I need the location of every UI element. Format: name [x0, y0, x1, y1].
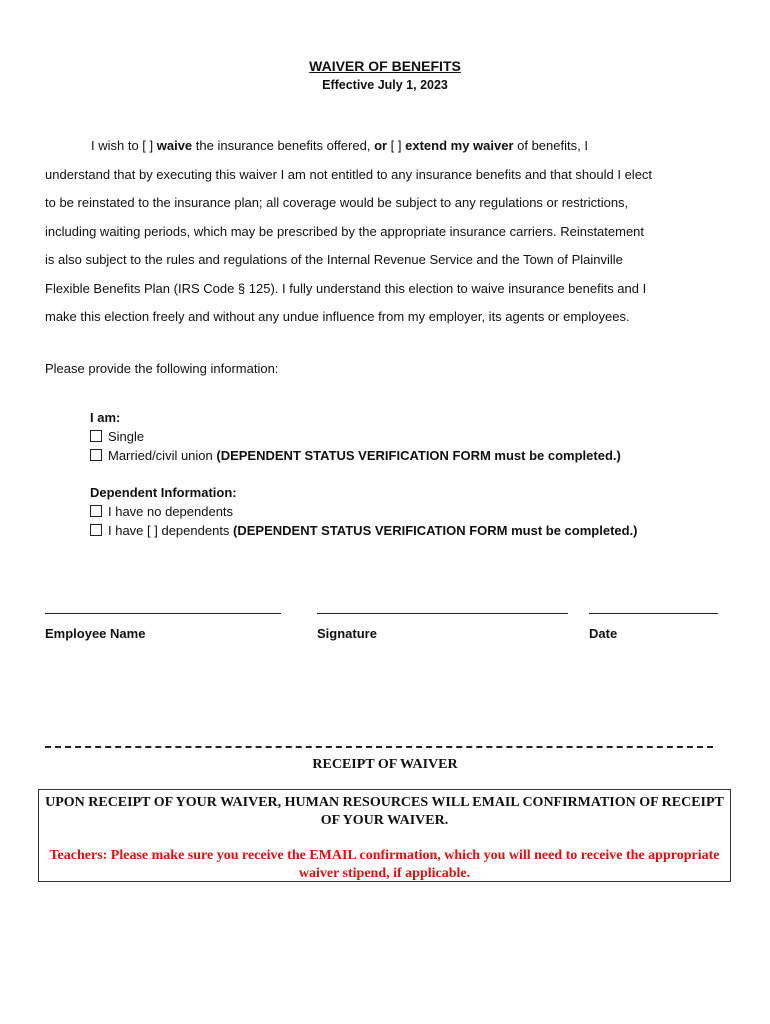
paragraph-text: of benefits, I: [513, 138, 588, 153]
verification-note: (DEPENDENT STATUS VERIFICATION FORM must be completed.): [233, 523, 638, 538]
option-label: I have [ ] dependents: [108, 523, 234, 538]
checkbox-icon[interactable]: [90, 524, 102, 536]
option-no-dependents[interactable]: [90, 502, 638, 521]
extend-bracket-text: [ ]: [387, 138, 406, 153]
teachers-notice: Teachers: Please make sure you receive the EMAIL confirmation, which you will need to receive the appropriate waiver stipend, if applicable.: [49, 848, 720, 881]
receipt-box: [38, 789, 731, 882]
paragraph-first-line: [45, 132, 735, 161]
option-label: Single: [108, 429, 145, 444]
cut-line: [45, 746, 713, 748]
verification-note: (DEPENDENT STATUS VERIFICATION FORM must be completed.): [216, 448, 621, 463]
paragraph-line: to be reinstated to the insurance plan; all coverage would be subject to any regulations or restrictions,: [45, 195, 629, 210]
paragraph-line: understand that by executing this waiver I am not entitled to any insurance benefits and that should I elect: [45, 166, 653, 182]
checkbox-icon[interactable]: [90, 430, 102, 442]
option-label: I have no dependents: [108, 504, 234, 519]
dependent-section: [90, 483, 638, 540]
date-line[interactable]: [589, 613, 718, 614]
or-keyword: or: [374, 138, 388, 153]
option-married[interactable]: [90, 446, 621, 465]
paragraph-line: is also subject to the rules and regulations of the Internal Revenue Service and the Town of Plainville: [45, 252, 623, 267]
employee-name-line[interactable]: [45, 613, 281, 614]
checkbox-icon[interactable]: [90, 449, 102, 461]
checkbox-icon[interactable]: [90, 505, 102, 517]
receipt-title: RECEIPT OF WAIVER: [312, 757, 458, 772]
signature-label: Signature: [317, 626, 377, 641]
marital-status-heading: I am:: [90, 410, 121, 425]
paragraph-line: make this election freely and without any undue influence from my employer, its agents or employees.: [45, 309, 630, 324]
waiver-paragraph: [45, 132, 735, 332]
option-label: Married/civil union: [108, 448, 217, 463]
dependent-heading: Dependent Information:: [90, 485, 237, 500]
paragraph-line: Flexible Benefits Plan (IRS Code § 125). I fully understand this election to waive insurance benefits and I: [45, 280, 647, 296]
receipt-confirmation-text: UPON RECEIPT OF YOUR WAIVER, HUMAN RESOURCES WILL EMAIL CONFIRMATION OF RECEIPT OF YOUR WAIVER.: [45, 795, 724, 828]
waive-bracket-text: I wish to [ ]: [91, 138, 157, 153]
effective-date: Effective July 1, 2023: [322, 78, 448, 92]
waive-keyword: waive: [156, 138, 193, 153]
extend-waiver-keyword: extend my waiver: [405, 138, 514, 153]
document-title: WAIVER OF BENEFITS: [309, 58, 461, 74]
marital-status-section: [90, 408, 621, 465]
option-have-dependents[interactable]: [90, 521, 638, 540]
info-prompt: Please provide the following information:: [45, 361, 279, 376]
date-label: Date: [589, 626, 618, 641]
paragraph-line: including waiting periods, which may be prescribed by the appropriate insurance carriers. Reinstatement: [45, 223, 645, 239]
paragraph-text: the insurance benefits offered,: [192, 138, 375, 153]
employee-name-label: Employee Name: [45, 626, 146, 641]
signature-line[interactable]: [317, 613, 568, 614]
option-single[interactable]: [90, 427, 621, 446]
